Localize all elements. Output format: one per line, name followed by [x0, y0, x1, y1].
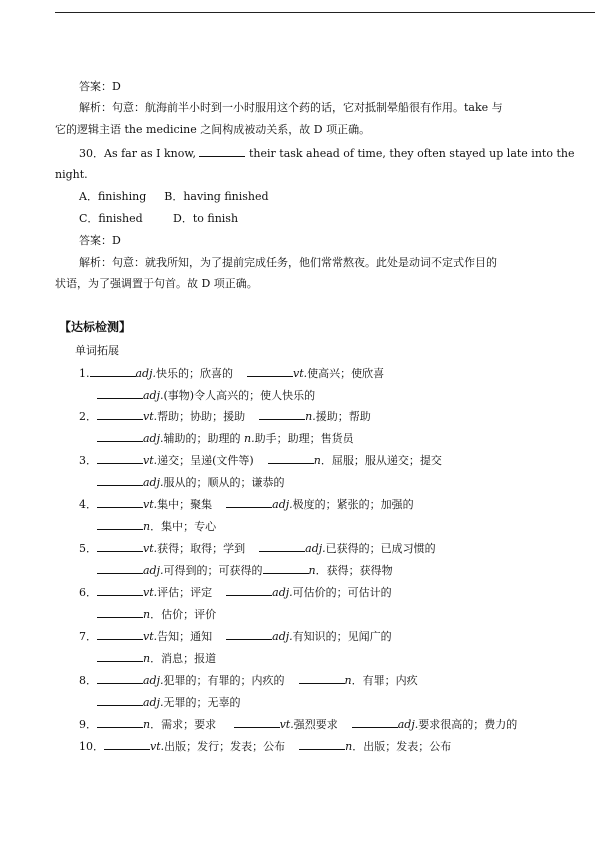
definition: 强烈要求: [293, 718, 338, 731]
answer-blank: [97, 497, 143, 508]
part-of-speech: n: [143, 520, 151, 533]
part-of-speech: n: [308, 564, 316, 577]
answer-blank: [97, 388, 143, 399]
part-of-speech: adj.: [143, 476, 164, 489]
answer-blank: [90, 366, 136, 377]
q30-options-row1: [79, 190, 269, 204]
answer-blank: [234, 717, 280, 728]
q30-analysis-line2: 状语，为了强调置于句首。故 D 项正确。: [55, 277, 258, 290]
definition: 有知识的；见闻广的: [292, 630, 392, 643]
part-of-speech: vt.: [143, 498, 158, 511]
answer-blank: [97, 541, 143, 552]
header-rule: [55, 12, 595, 13]
answer-blank: [97, 673, 143, 684]
vocab-item-4-line2: [97, 519, 216, 534]
definition: ．获得；获得物: [315, 564, 393, 577]
q29-answer: 答案：D: [79, 80, 121, 93]
definition: 递交；呈递(文件等): [157, 454, 254, 467]
part-of-speech: adj.: [135, 367, 157, 380]
vocab-item-5-line1-entry-2: [259, 542, 436, 555]
vocab-item-8-line1-entry-2: [299, 674, 418, 687]
vocab-item-5: [79, 541, 436, 556]
part-of-speech: n: [143, 608, 151, 621]
definition: 告知；通知: [157, 630, 213, 643]
q30-answer: 答案：D: [79, 234, 121, 247]
definition: 辅助的；助理的: [163, 432, 245, 445]
q30-option-c: C．finished: [79, 212, 143, 225]
vocab-item-4: [79, 497, 414, 512]
item-number: 10．: [79, 740, 104, 753]
vocab-item-2-line2: [97, 431, 354, 446]
definition: 助手；助理；售货员: [254, 432, 354, 445]
definition: ．集中；专心: [150, 520, 217, 533]
definition: 无罪的；无辜的: [163, 696, 241, 709]
part-of-speech: vt.: [279, 718, 294, 731]
answer-blank: [97, 453, 143, 464]
item-number: 2．: [79, 410, 97, 423]
answer-blank: [97, 607, 143, 618]
part-of-speech: vt.: [293, 367, 308, 380]
part-of-speech: n: [143, 718, 151, 731]
vocab-item-8: [79, 673, 418, 688]
part-of-speech: n: [344, 674, 352, 687]
vocab-item-3-line2-entry-1: [97, 476, 285, 489]
vocab-item-4-line2-entry-1: [97, 520, 216, 533]
vocab-item-5-line2: [97, 563, 393, 578]
definition: 要求很高的；费力的: [418, 718, 518, 731]
answer-blank: [226, 629, 272, 640]
answer-blank: [263, 563, 309, 574]
vocab-item-1-line1-entry-2: [247, 367, 384, 380]
definition: ．有罪；内疚: [351, 674, 418, 687]
part-of-speech: vt.: [143, 542, 158, 555]
vocab-item-2-line1-entry-2: [259, 410, 371, 423]
item-number: 8．: [79, 674, 97, 687]
answer-blank: [97, 695, 143, 706]
q30-answer-blank: [199, 146, 245, 157]
vocab-item-6: [79, 585, 392, 600]
q30-stem-end: their task ahead of time, they often stayed up late into the: [245, 147, 575, 160]
definition: 帮助；协助；援助: [157, 410, 246, 423]
definition: 极度的；紧张的；加强的: [292, 498, 414, 511]
vocab-item-4-line1-entry-2: [226, 498, 414, 511]
answer-blank: [268, 453, 314, 464]
q29-analysis-line2: 它的逻辑主语 the medicine 之间构成被动关系，故 D 项正确。: [55, 123, 371, 136]
vocab-item-1-line2-entry-1: [97, 389, 315, 402]
vocab-item-9: [79, 717, 517, 732]
part-of-speech: n.: [244, 432, 255, 445]
vocab-item-5-line2-entry-1: [97, 564, 263, 577]
vocab-item-9-line1-entry-3: [352, 718, 518, 731]
part-of-speech: vt.: [143, 410, 158, 423]
vocab-item-2-line2-entry-1: [97, 432, 244, 445]
definition: 获得；取得；学到: [157, 542, 246, 555]
part-of-speech: adj.: [305, 542, 326, 555]
section-title: 【达标检测】: [59, 320, 132, 334]
part-of-speech: adj.: [143, 389, 164, 402]
vocab-item-1-line2: [97, 388, 315, 403]
vocab-item-3-line1-entry-2: [268, 454, 442, 467]
definition: ．估价；评价: [150, 608, 217, 621]
vocab-item-5-line1-entry-1: [97, 542, 245, 555]
q30-option-b: B．having finished: [164, 190, 269, 203]
vocab-item-7-line1-entry-2: [226, 630, 392, 643]
vocab-item-3: [79, 453, 442, 468]
vocab-item-7-line1-entry-1: [97, 630, 212, 643]
vocab-item-6-line1-entry-2: [226, 586, 392, 599]
q29-analysis-line1: 解析：句意：航海前半小时到一小时服用这个药的话，它对抵制晕船很有作用。take 与: [79, 101, 503, 114]
answer-blank: [97, 431, 143, 442]
answer-blank: [104, 739, 150, 750]
definition: 评估；评定: [157, 586, 213, 599]
definition: 可估价的；可估计的: [292, 586, 392, 599]
definition: 服从的；顺从的；谦恭的: [163, 476, 285, 489]
part-of-speech: n: [313, 454, 321, 467]
q30-option-d: D．to finish: [173, 212, 239, 225]
part-of-speech: n: [345, 740, 353, 753]
q30-analysis-line1: 解析：句意：就我所知，为了提前完成任务，他们常常熬夜。此处是动词不定式作目的: [79, 256, 497, 269]
vocab-item-2: [79, 409, 371, 424]
answer-blank: [226, 497, 272, 508]
answer-blank: [97, 585, 143, 596]
definition: 援助；帮助: [315, 410, 371, 423]
vocab-item-6-line2-entry-1: [97, 608, 216, 621]
part-of-speech: adj.: [272, 630, 293, 643]
section-subtitle: 单词拓展: [75, 344, 119, 357]
vocab-item-10-line1-entry-1: [104, 740, 285, 753]
vocab-item-6-line1-entry-1: [97, 586, 212, 599]
part-of-speech: adj.: [143, 564, 164, 577]
part-of-speech: n.: [305, 410, 316, 423]
vocab-item-7: [79, 629, 392, 644]
answer-blank: [259, 541, 305, 552]
item-number: 5．: [79, 542, 97, 555]
vocab-item-10-line1-entry-2: [299, 740, 451, 753]
vocab-item-3-line1-entry-1: [97, 454, 254, 467]
answer-blank: [97, 717, 143, 728]
definition: 快乐的；欣喜的: [156, 367, 234, 380]
vocab-item-7-line2-entry-1: [97, 652, 216, 665]
part-of-speech: vt.: [150, 740, 165, 753]
part-of-speech: vt.: [143, 586, 158, 599]
vocab-item-8-line1-entry-1: [97, 674, 285, 687]
vocab-item-9-line1-entry-2: [234, 718, 338, 731]
part-of-speech: adj.: [143, 696, 164, 709]
definition: 使高兴；使欣喜: [307, 367, 385, 380]
part-of-speech: n: [143, 652, 151, 665]
definition: ．出版；发表；公布: [352, 740, 452, 753]
answer-blank: [97, 563, 143, 574]
part-of-speech: adj.: [272, 586, 293, 599]
answer-blank: [226, 585, 272, 596]
definition: 已获得的；已成习惯的: [325, 542, 436, 555]
vocab-item-7-line2: [97, 651, 216, 666]
vocab-item-10: [79, 739, 451, 754]
vocab-item-4-line1-entry-1: [97, 498, 212, 511]
item-number: 4．: [79, 498, 97, 511]
answer-blank: [97, 629, 143, 640]
vocab-item-1-line1-entry-1: [90, 367, 234, 380]
part-of-speech: adj.: [272, 498, 293, 511]
part-of-speech: adj.: [143, 432, 164, 445]
definition: 集中；聚集: [157, 498, 213, 511]
item-number: 6．: [79, 586, 97, 599]
answer-blank: [97, 475, 143, 486]
definition: ．需求；要求: [150, 718, 220, 731]
part-of-speech: adj.: [143, 674, 164, 687]
vocab-item-2-line1-entry-1: [97, 410, 245, 423]
vocab-item-1: [79, 366, 384, 381]
part-of-speech: adj.: [397, 718, 419, 731]
vocab-item-8-line2: [97, 695, 241, 710]
definition: 犯罪的；有罪的；内疚的: [163, 674, 285, 687]
item-number: 7．: [79, 630, 97, 643]
answer-blank: [299, 739, 345, 750]
definition: ．消息；报道: [150, 652, 217, 665]
answer-blank: [259, 409, 305, 420]
part-of-speech: vt.: [143, 454, 158, 467]
vocab-item-9-line1-entry-1: [97, 718, 220, 731]
vocab-item-5-line2-entry-2: [263, 564, 393, 577]
item-number: 9．: [79, 718, 97, 731]
answer-blank: [299, 673, 345, 684]
vocab-item-8-line2-entry-1: [97, 696, 241, 709]
q30-options-row2: [79, 212, 238, 226]
vocab-item-3-line2: [97, 475, 285, 490]
answer-blank: [97, 651, 143, 662]
definition: (事物)令人高兴的；使人快乐的: [163, 389, 316, 402]
q30-stem-line2: night.: [55, 168, 88, 181]
q30-option-a: A．finishing: [79, 190, 147, 203]
part-of-speech: vt.: [143, 630, 158, 643]
answer-blank: [97, 409, 143, 420]
definition: 可得到的；可获得的: [163, 564, 263, 577]
item-number: 3．: [79, 454, 97, 467]
answer-blank: [247, 366, 293, 377]
vocab-item-6-line2: [97, 607, 216, 622]
answer-blank: [97, 519, 143, 530]
q30-stem-line1: [79, 146, 574, 161]
definition: ．屈服；服从递交；提交: [320, 454, 442, 467]
q30-stem-start: 30．As far as I know,: [79, 147, 200, 160]
answer-blank: [352, 717, 398, 728]
item-number: 1.: [79, 367, 90, 380]
definition: 出版；发行；发表；公布: [164, 740, 286, 753]
